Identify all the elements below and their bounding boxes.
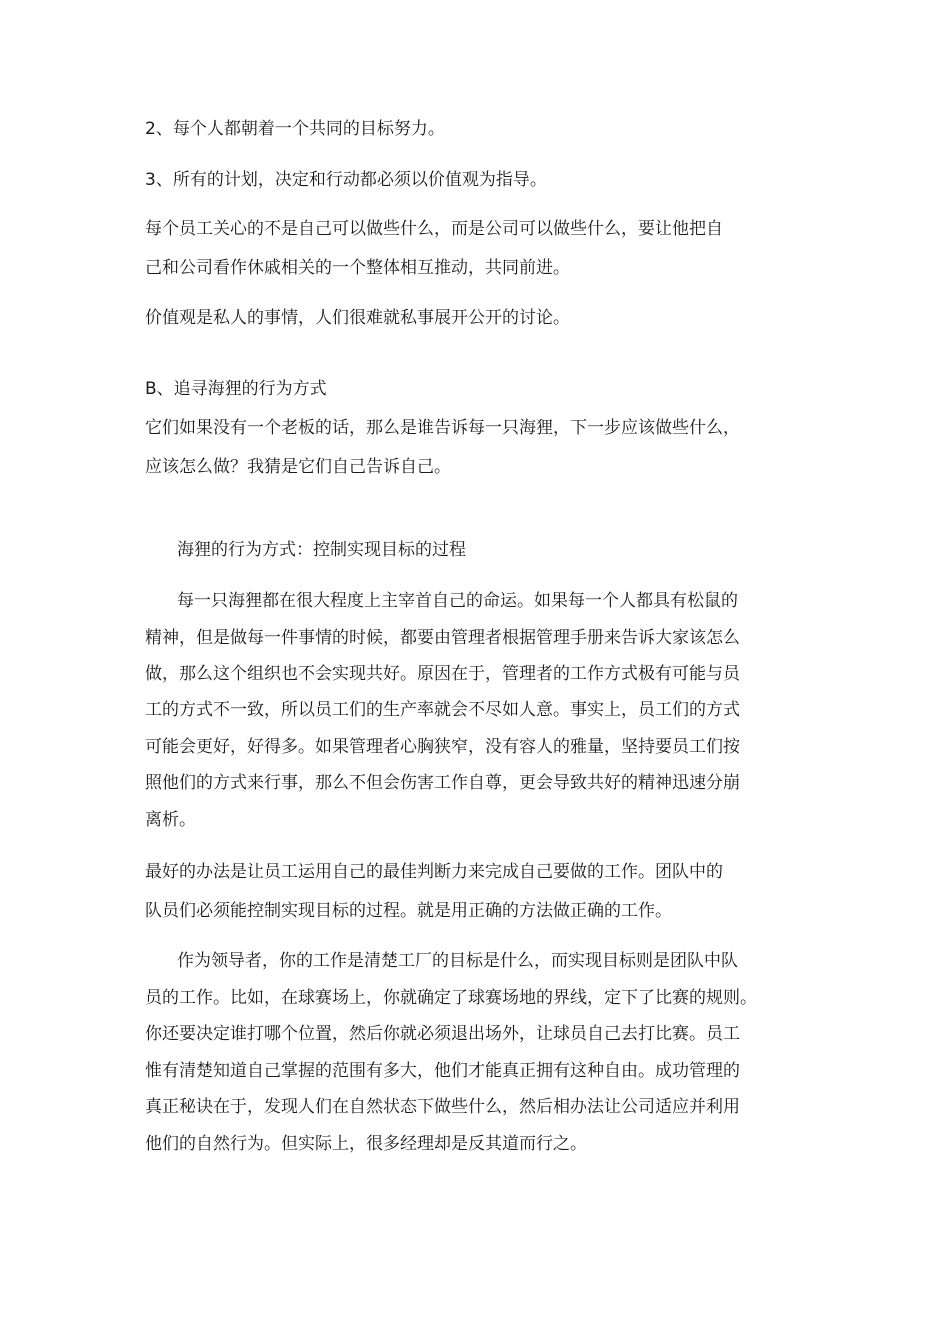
paragraph-line: 他们的自然行为。但实际上，很多经理却是反其道而行之。 [145, 1134, 587, 1154]
subheading: 海狸的行为方式：控制实现目标的过程 [177, 540, 466, 560]
paragraph-line: 做，那么这个组织也不会实现共好。原因在于，管理者的工作方式极有可能与员 [145, 664, 740, 684]
paragraph-line: 你还要决定谁打哪个位置，然后你就必须退出场外，让球员自己去打比赛。员工 [145, 1024, 740, 1044]
paragraph-line: 精神，但是做每一件事情的时候，都要由管理者根据管理手册来告诉大家该怎么 [145, 628, 740, 648]
paragraph-line: 每一只海狸都在很大程度上主宰首自己的命运。如果每一个人都具有松鼠的 [177, 591, 738, 611]
paragraph-line: 员的工作。比如，在球赛场上，你就确定了球赛场地的界线，定下了比赛的规则。 [145, 988, 757, 1008]
paragraph-line: 惟有清楚知道自己掌握的范围有多大，他们才能真正拥有这种自由。成功管理的 [145, 1061, 740, 1081]
paragraph-line: 可能会更好，好得多。如果管理者心胸狭窄，没有容人的雅量，坚持要员工们按 [145, 737, 740, 757]
paragraph-line: 它们如果没有一个老板的话，那么是谁告诉每一只海狸，下一步应该做些什么， [145, 418, 740, 438]
paragraph-line: 真正秘诀在于，发现人们在自然状态下做些什么，然后相办法让公司适应并利用 [145, 1097, 740, 1117]
paragraph-line: 照他们的方式来行事，那么不但会伤害工作自尊，更会导致共好的精神迅速分崩 [145, 773, 740, 793]
paragraph-line: 最好的办法是让员工运用自己的最佳判断力来完成自己要做的工作。团队中的 [145, 862, 723, 882]
list-item-2: 2、每个人都朝着一个共同的目标努力。 [145, 119, 445, 139]
paragraph-line: 价值观是私人的事情，人们很难就私事展开公开的讨论。 [145, 308, 570, 328]
paragraph-line: 工的方式不一致，所以员工们的生产率就会不尽如人意。事实上，员工们的方式 [145, 700, 740, 720]
paragraph-line: 作为领导者，你的工作是清楚工厂的目标是什么，而实现目标则是团队中队 [177, 951, 738, 971]
section-heading: B、追寻海狸的行为方式 [145, 379, 327, 399]
paragraph-line: 每个员工关心的不是自己可以做些什么，而是公司可以做些什么，要让他把自 [145, 219, 723, 239]
paragraph-line: 队员们必须能控制实现目标的过程。就是用正确的方法做正确的工作。 [145, 901, 672, 921]
paragraph-line: 己和公司看作休戚相关的一个整体相互推动，共同前进。 [145, 258, 570, 278]
paragraph-line: 离析。 [145, 810, 196, 830]
paragraph-line: 应该怎么做？我猜是它们自己告诉自己。 [145, 457, 451, 477]
list-item-3: 3、所有的计划，决定和行动都必须以价值观为指导。 [145, 170, 547, 190]
